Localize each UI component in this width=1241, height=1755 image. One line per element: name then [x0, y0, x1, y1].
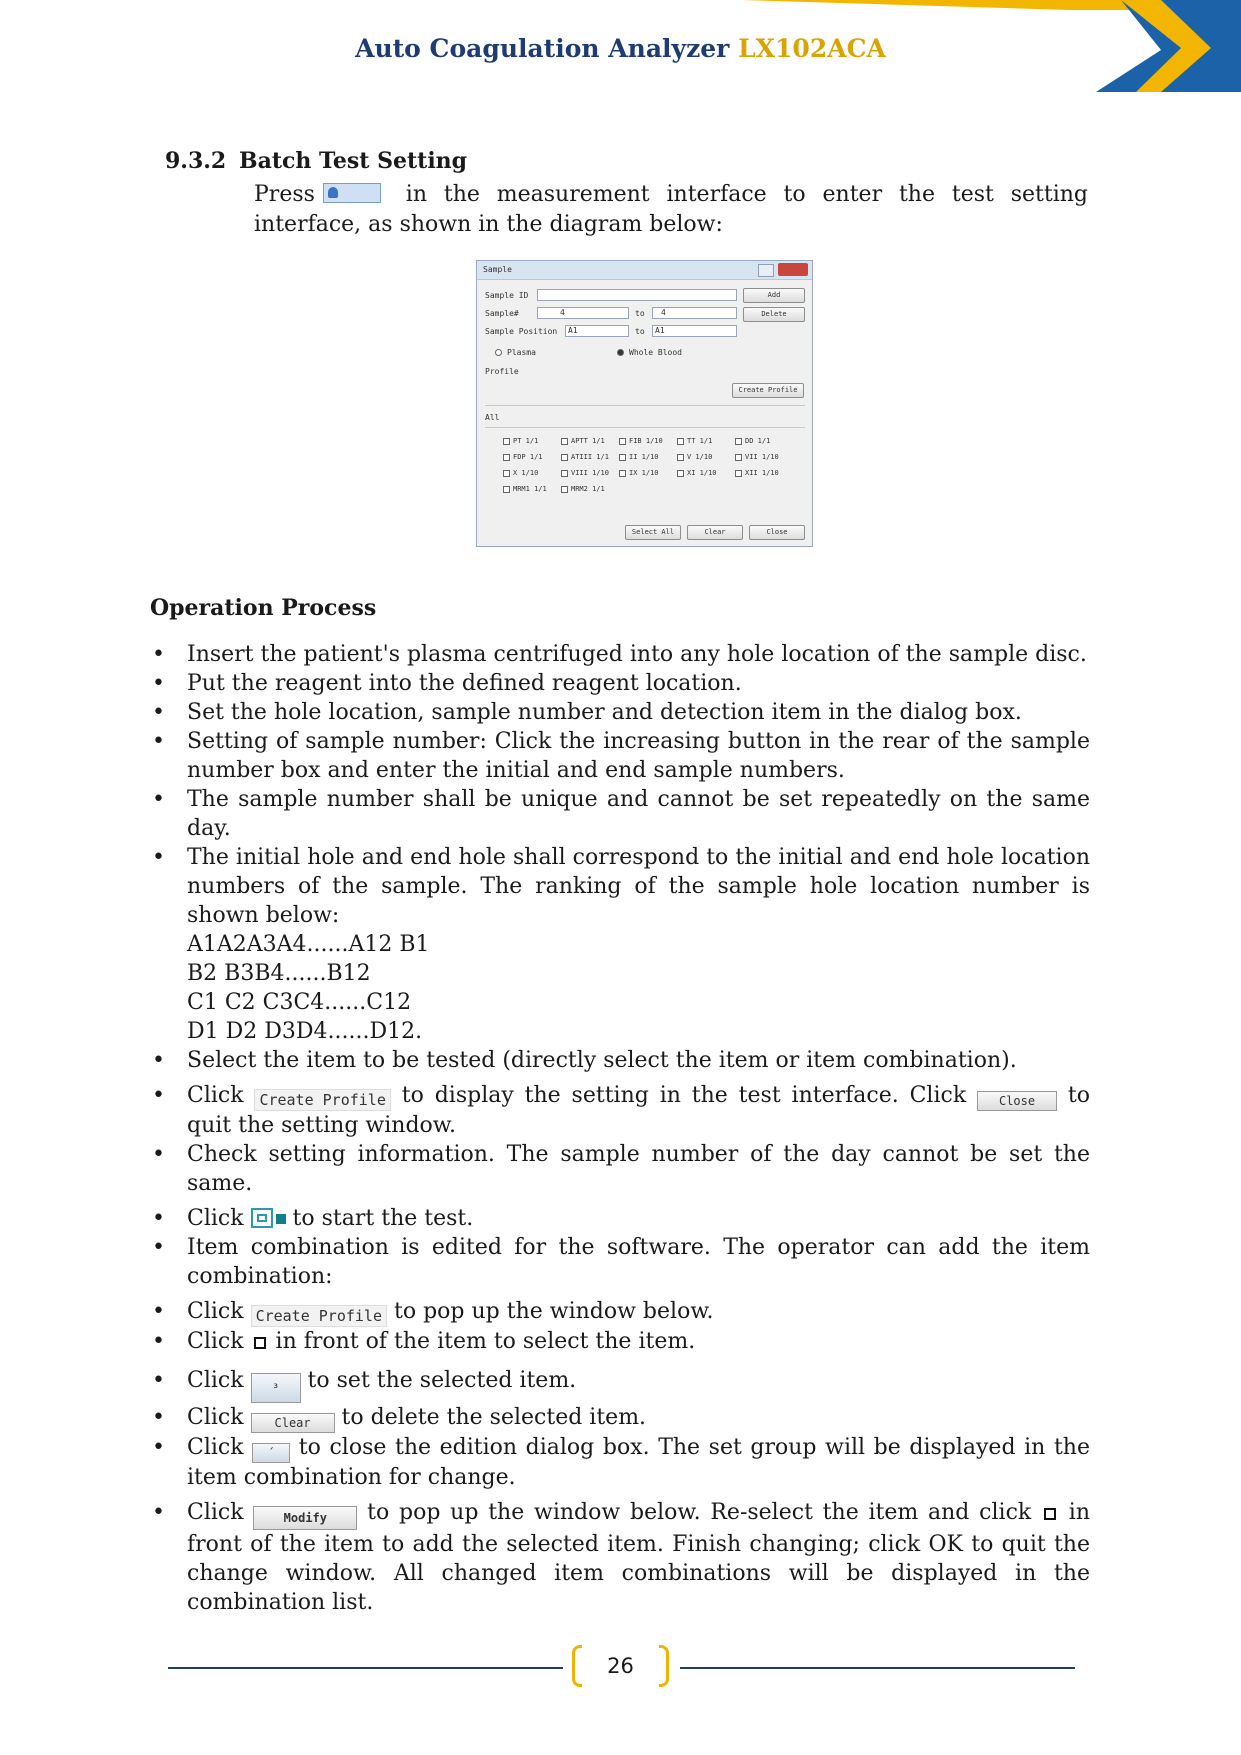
close-icon: [778, 263, 808, 276]
item-label: DD 1/1: [745, 437, 771, 445]
item-label: ATIII 1/1: [571, 453, 609, 461]
step-text: Click: [187, 1405, 251, 1430]
item-label: MRM1 1/1: [513, 485, 547, 493]
checkbox-icon: [254, 1337, 266, 1349]
plasma-label: Plasma: [507, 348, 536, 357]
intro-text-start: Press: [254, 182, 315, 207]
sample-id-input: [537, 289, 737, 301]
list-item: • Put the reagent into the defined reagent location.: [150, 669, 1090, 698]
item-checkbox: [677, 454, 684, 461]
item-checkbox: [677, 470, 684, 477]
close-edit-button-image: ´: [252, 1443, 290, 1463]
item-checkbox: [619, 438, 626, 445]
list-item: • Select the item to be tested (directly select the item or item combination).: [150, 1046, 1090, 1075]
item-label: X 1/10: [513, 469, 539, 477]
all-label: All: [485, 413, 500, 422]
item-label: MRM2 1/1: [571, 485, 605, 493]
header-corner-graphic: [741, 0, 1241, 100]
whole-blood-label: Whole Blood: [629, 348, 682, 357]
step-text: Click: [187, 1329, 251, 1354]
list-item: [150, 1327, 1090, 1356]
step-text: Click: [187, 1435, 253, 1460]
sample-no-label: Sample#: [485, 309, 519, 318]
divider: [485, 405, 805, 406]
help-icon: [758, 264, 774, 277]
item-label: TT 1/1: [687, 437, 713, 445]
intro-paragraph: [254, 180, 1088, 240]
sample-button-icon: [323, 183, 381, 203]
section-number: 9.3.2: [165, 148, 227, 174]
list-item: [150, 1403, 1090, 1433]
clear-button-image: Clear: [251, 1413, 335, 1433]
list-item: [150, 1498, 1090, 1617]
to-label: to: [635, 309, 645, 318]
clear-button: Clear: [687, 525, 743, 540]
section-title: Batch Test Setting: [239, 148, 468, 174]
checkbox-icon: [1044, 1508, 1056, 1520]
item-label: FDP 1/1: [513, 453, 543, 461]
header-model: LX102ACA: [738, 34, 886, 63]
section-heading: [165, 148, 467, 174]
add-button: Add: [743, 288, 805, 303]
create-profile-button: Create Profile: [732, 383, 804, 398]
sample-id-label: Sample ID: [485, 291, 529, 300]
item-label: VII 1/10: [745, 453, 779, 461]
whole-blood-radio: [617, 349, 624, 356]
list-item: • Item combination is edited for the software. The operator can add the item combination:: [150, 1233, 1090, 1291]
step-text: in front of the item to select the item.: [268, 1329, 696, 1354]
step-text: Click: [187, 1206, 251, 1231]
item-label: VIII 1/10: [571, 469, 609, 477]
sample-to-input: 4: [652, 307, 737, 319]
set-item-button-image: ³: [251, 1373, 301, 1403]
item-label: V 1/10: [687, 453, 713, 461]
position-to-select: A1: [652, 325, 737, 337]
item-checkbox: [503, 486, 510, 493]
create-profile-button-image: Create Profile: [251, 1305, 387, 1327]
position-to-label: to: [635, 327, 645, 336]
hole-ranking-line: A1A2A3A4......A12 B1: [187, 932, 430, 957]
item-checkbox: [735, 438, 742, 445]
hole-ranking-line: C1 C2 C3C4......C12: [187, 990, 412, 1015]
list-item: [150, 1297, 1090, 1327]
hole-ranking-line: D1 D2 D3D4......D12.: [187, 1019, 423, 1044]
item-checkbox: [619, 454, 626, 461]
step-text: to start the test.: [285, 1206, 474, 1231]
item-checkbox: [561, 486, 568, 493]
step-text: Click: [187, 1500, 254, 1525]
item-checkbox: [735, 454, 742, 461]
item-checkbox: [561, 454, 568, 461]
item-checkbox: [503, 438, 510, 445]
step-text: to quit the setting window.: [187, 1083, 1090, 1138]
item-checkbox: [561, 470, 568, 477]
item-checkbox: [735, 470, 742, 477]
step-text: to pop up the window below. Re-select the item and click: [357, 1500, 1041, 1525]
stop-square-icon: [276, 1214, 286, 1224]
step-text: to close the edition dialog box. The set group will be displayed in the item combination for change.: [187, 1435, 1090, 1490]
operation-steps: [150, 640, 1090, 1617]
select-all-button: Select All: [625, 525, 681, 540]
item-label: APTT 1/1: [571, 437, 605, 445]
plasma-radio: [495, 349, 502, 356]
step-text: to display the setting in the test interface. Click: [390, 1083, 978, 1108]
item-checkbox: [561, 438, 568, 445]
list-item: [150, 1366, 1090, 1403]
divider: [485, 427, 805, 428]
step-text: Click: [187, 1083, 255, 1108]
profile-label: Profile: [485, 367, 519, 376]
operation-process-heading: Operation Process: [150, 595, 377, 621]
item-checkbox: [503, 470, 510, 477]
close-button: Close: [749, 525, 805, 540]
position-from-select: A1: [565, 325, 629, 337]
sample-from-input: 4: [537, 307, 629, 319]
step-text: in front of the item to add the selected item. Finish changing; click OK to quit the change window. All changed item combinations will be displayed in the combination list.: [187, 1500, 1090, 1615]
list-item: • The initial hole and end hole shall correspond to the initial and end hole location numbers of the sample. The ranking of the sample hole location number is shown below:: [150, 843, 1090, 930]
item-label: FIB 1/10: [629, 437, 663, 445]
step-text: Click: [187, 1368, 251, 1393]
create-profile-button-image: Create Profile: [254, 1089, 390, 1111]
item-label: IX 1/10: [629, 469, 659, 477]
list-item: [150, 1433, 1090, 1492]
hole-ranking-line: B2 B3B4......B12: [187, 961, 371, 986]
close-button-image: Close: [977, 1091, 1057, 1111]
item-label: XI 1/10: [687, 469, 717, 477]
item-label: PT 1/1: [513, 437, 539, 445]
item-label: XII 1/10: [745, 469, 779, 477]
delete-button: Delete: [743, 307, 805, 322]
sample-dialog-screenshot: [476, 260, 813, 547]
header-title: Auto Coagulation Analyzer: [355, 34, 739, 63]
list-item: • The sample number shall be unique and cannot be set repeatedly on the same day.: [150, 785, 1090, 843]
step-text: to pop up the window below.: [387, 1299, 714, 1324]
intro-text-end: in the measurement interface to enter the test setting interface, as shown in the diagram below:: [254, 182, 1088, 237]
dialog-title: Sample: [483, 265, 512, 274]
page-number: 26: [607, 1654, 634, 1678]
item-checkbox: [503, 454, 510, 461]
modify-button-image: Modify: [253, 1506, 357, 1530]
list-item: [150, 1081, 1090, 1140]
list-item: • Setting of sample number: Click the increasing button in the rear of the sample number box and enter the initial and end sample numbers.: [150, 727, 1090, 785]
start-test-icon: [251, 1208, 273, 1228]
list-item: • Set the hole location, sample number and detection item in the dialog box.: [150, 698, 1090, 727]
item-checkbox: [677, 438, 684, 445]
list-item: • Check setting information. The sample number of the day cannot be set the same.: [150, 1140, 1090, 1198]
list-item: • Insert the patient's plasma centrifuged into any hole location of the sample disc.: [150, 640, 1090, 669]
item-label: II 1/10: [629, 453, 659, 461]
step-text: Click: [187, 1299, 251, 1324]
dialog-titlebar: [477, 261, 812, 280]
item-checkbox: [619, 470, 626, 477]
step-text: to set the selected item.: [300, 1368, 577, 1393]
step-text: to delete the selected item.: [334, 1405, 647, 1430]
position-label: Sample Position: [485, 327, 558, 336]
list-item: [150, 1204, 1090, 1233]
